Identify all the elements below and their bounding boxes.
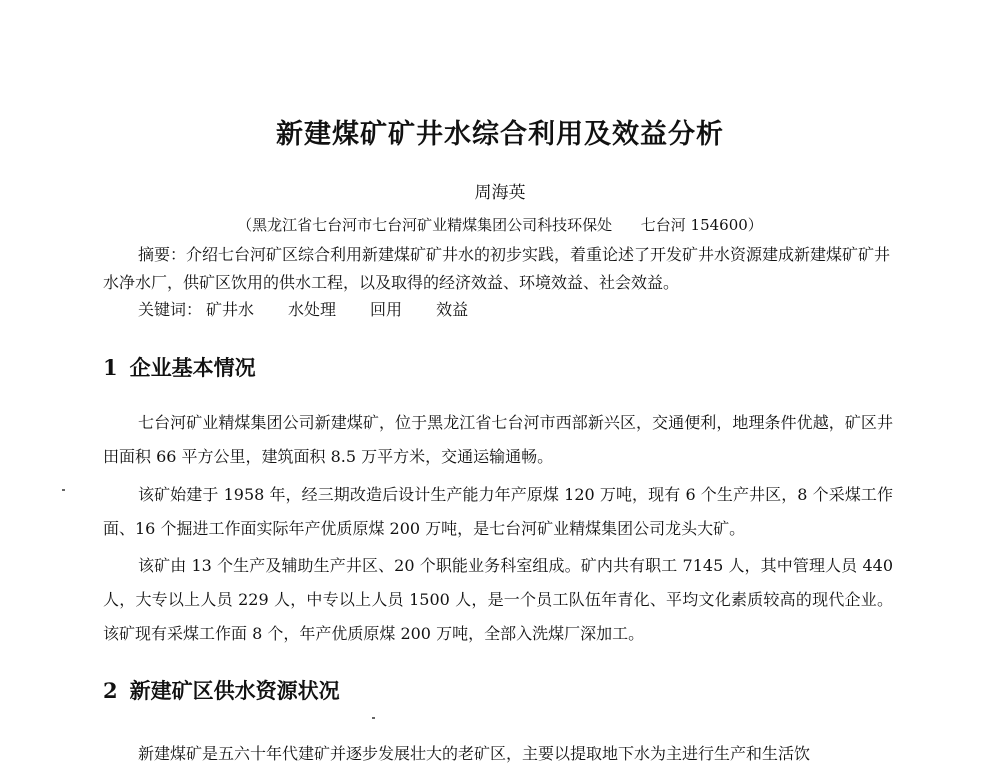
body-paragraph: 新建煤矿是五六十年代建矿并逐步发展壮大的老矿区，主要以提取地下水为主进行生产和生活饮 (138, 744, 811, 763)
author-affiliation: （黑龙江省七台河市七台河矿业精煤集团公司科技环保处 七台河 154600） (237, 216, 763, 234)
section-heading (103, 676, 340, 706)
section-heading (103, 353, 256, 383)
keywords (138, 298, 498, 322)
author-name: 周海英 (474, 183, 526, 203)
abstract (103, 241, 893, 297)
keyword-item: 效益 (436, 300, 469, 319)
section-number: 1 (103, 355, 118, 380)
keyword-item: 回用 (370, 300, 403, 319)
section-title: 企业基本情况 (129, 355, 256, 380)
section-title: 新建矿区供水资源状况 (129, 678, 340, 703)
abstract-text: 介绍七台河矿区综合利用新建煤矿矿井水的初步实践，着重论述了开发矿井水资源建成新建煤矿矿井水净水厂，供矿区饮用的供水工程，以及取得的经济效益、环境效益、社会效益。 (103, 245, 891, 292)
paper-title: 新建煤矿矿井水综合利用及效益分析 (276, 119, 724, 150)
keyword-item: 矿井水 (206, 300, 255, 319)
keywords-label: 关键词： (138, 300, 203, 319)
body-paragraph: 七台河矿业精煤集团公司新建煤矿，位于黑龙江省七台河市西部新兴区，交通便利，地理条件优越，矿区井田面积 66 平方公里，建筑面积 8.5 万平方米，交通运输通畅。 (103, 413, 893, 466)
scan-speck (62, 489, 65, 491)
abstract-label: 摘要： (138, 245, 187, 264)
body-paragraph: 该矿始建于 1958 年，经三期改造后设计生产能力年产原煤 120 万吨，现有 6 个生产井区，8 个采煤工作面、16 个掘进工作面实际年产优质原煤 200 万吨，是七台河矿业精煤集团公司龙头大矿。 (103, 485, 893, 538)
keyword-item: 水处理 (288, 300, 337, 319)
section-number: 2 (103, 678, 118, 703)
scan-speck (372, 717, 375, 719)
body-paragraph: 该矿由 13 个生产及辅助生产井区、20 个职能业务科室组成。矿内共有职工 7145 人，其中管理人员 440 人，大专以上人员 229 人，中专以上人员 1500 人，是一个员工队伍年青化、平均文化素质较高的现代企业。该矿现有采煤工作面 8 个，年产优质原煤 200 万吨，全部入洗煤厂深加工。 (103, 556, 893, 643)
